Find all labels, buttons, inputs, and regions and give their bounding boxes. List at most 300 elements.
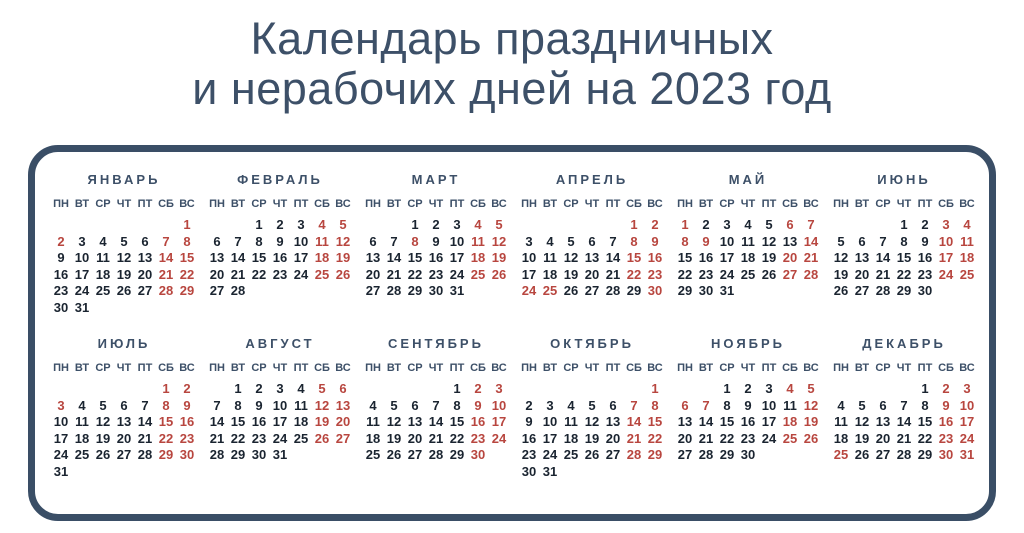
day-cell: 20 <box>677 430 693 446</box>
weekday-label: ПН <box>53 362 69 374</box>
day-cell: 11 <box>75 414 89 429</box>
day-cell-empty <box>114 381 135 398</box>
weekday-label: ВТ <box>74 198 90 210</box>
day-cell-empty <box>72 381 93 398</box>
day-cell: 12 <box>563 250 579 265</box>
day-cell-holiday: 10 <box>491 397 507 413</box>
month-block-ноябрь <box>673 328 823 464</box>
weekday-label: ЧТ <box>428 362 444 374</box>
day-cell: 24 <box>542 447 558 462</box>
day-cell-holiday: 29 <box>179 283 195 298</box>
day-cell: 8 <box>453 397 461 413</box>
day-cell-holiday: 19 <box>335 250 351 265</box>
day-cell-holiday: 16 <box>179 414 195 429</box>
day-grid <box>49 381 199 480</box>
weekday-label: СБ <box>314 362 330 374</box>
weekday-label: ПН <box>677 198 693 210</box>
day-cell: 22 <box>677 266 693 282</box>
weekday-header-row <box>205 198 355 210</box>
weekday-label: ВТ <box>698 362 714 374</box>
day-cell: 18 <box>542 266 558 282</box>
day-cell: 4 <box>567 397 575 413</box>
day-cell-empty <box>363 381 384 398</box>
weekday-label: СР <box>875 198 891 210</box>
day-cell-empty <box>624 381 645 398</box>
day-cell-holiday: 4 <box>474 217 482 232</box>
day-cell: 2 <box>276 217 284 232</box>
day-cell: 26 <box>563 283 579 298</box>
day-cell: 20 <box>209 266 225 282</box>
day-cell-empty <box>207 217 228 234</box>
day-cell: 23 <box>917 266 933 282</box>
weekday-header-row <box>205 362 355 374</box>
day-cell-holiday: 7 <box>162 233 170 249</box>
weekday-label: ВС <box>959 198 975 210</box>
day-cell-holiday: 15 <box>158 414 174 429</box>
day-cell-holiday: 17 <box>491 414 507 429</box>
day-cell-holiday: 8 <box>630 233 638 249</box>
day-cell: 20 <box>875 430 891 446</box>
day-cell-holiday: 26 <box>803 430 819 446</box>
day-cell: 16 <box>698 250 714 265</box>
day-cell: 11 <box>741 233 755 249</box>
day-cell-holiday: 12 <box>314 397 330 413</box>
day-grid <box>361 381 511 464</box>
day-cell-empty <box>72 217 93 234</box>
day-cell: 19 <box>584 430 600 446</box>
day-cell-holiday: 7 <box>630 397 638 413</box>
day-cell: 10 <box>449 233 465 249</box>
day-cell: 3 <box>276 381 284 396</box>
day-cell: 16 <box>428 250 444 265</box>
day-cell-empty <box>831 381 852 398</box>
day-cell: 26 <box>854 447 870 462</box>
day-cell-holiday: 10 <box>959 397 975 413</box>
day-cell: 6 <box>609 397 617 413</box>
day-cell: 3 <box>723 217 731 232</box>
day-cell-holiday: 24 <box>521 283 537 298</box>
day-cell: 19 <box>386 430 402 446</box>
day-cell: 4 <box>99 233 107 249</box>
day-cell-holiday: 17 <box>938 250 954 265</box>
day-cell: 13 <box>782 233 798 249</box>
day-cell: 12 <box>116 250 132 265</box>
day-cell: 1 <box>255 217 263 232</box>
day-cell-holiday: 18 <box>782 414 798 429</box>
day-cell-holiday: 5 <box>339 217 347 232</box>
day-cell: 5 <box>858 397 866 413</box>
day-cell: 20 <box>116 430 132 446</box>
day-cell-holiday: 1 <box>630 217 638 232</box>
weekday-label: СБ <box>626 362 642 374</box>
day-cell: 14 <box>896 414 912 429</box>
day-cell: 19 <box>563 266 579 282</box>
day-cell: 28 <box>209 447 225 462</box>
day-cell-empty <box>426 381 447 398</box>
day-cell-empty <box>114 217 135 234</box>
day-cell: 26 <box>386 447 402 462</box>
day-cell: 10 <box>74 250 90 265</box>
day-cell-holiday: 21 <box>803 250 819 265</box>
day-cell-holiday: 20 <box>335 414 351 429</box>
day-cell: 26 <box>761 266 777 282</box>
day-cell-holiday: 27 <box>782 266 798 282</box>
day-cell: 10 <box>293 233 309 249</box>
day-grid <box>49 217 199 316</box>
weekday-label: ПТ <box>137 362 153 374</box>
day-cell-empty <box>873 217 894 234</box>
day-cell-holiday: 15 <box>626 250 642 265</box>
page-title-line2: и нерабочих дней на 2023 год <box>192 63 832 115</box>
day-cell-holiday: 25 <box>833 447 849 462</box>
day-cell-holiday: 30 <box>179 447 195 462</box>
day-cell: 21 <box>209 430 225 446</box>
day-cell: 20 <box>407 430 423 446</box>
day-cell: 4 <box>744 217 752 232</box>
day-cell-empty <box>207 381 228 398</box>
day-cell-empty <box>582 381 603 398</box>
day-cell: 29 <box>449 447 465 462</box>
day-cell: 22 <box>719 430 735 446</box>
month-block-декабрь <box>829 328 979 464</box>
weekday-label: СБ <box>470 198 486 210</box>
weekday-label: ПТ <box>449 198 465 210</box>
day-cell: 23 <box>521 447 537 462</box>
day-cell: 7 <box>879 233 887 249</box>
day-cell: 2 <box>525 397 533 413</box>
day-cell-holiday: 28 <box>626 447 642 462</box>
day-cell-empty <box>675 381 696 398</box>
day-cell: 24 <box>449 266 465 282</box>
day-cell: 5 <box>567 233 575 249</box>
day-cell: 6 <box>120 397 128 413</box>
weekday-label: СБ <box>782 198 798 210</box>
day-cell: 6 <box>369 233 377 249</box>
day-cell: 18 <box>293 414 309 429</box>
weekday-label: ПТ <box>761 362 777 374</box>
weekday-label: СБ <box>470 362 486 374</box>
day-cell: 2 <box>744 381 752 396</box>
weekday-label: ПТ <box>293 198 309 210</box>
month-title: ФЕВРАЛЬ <box>237 172 323 187</box>
day-cell: 30 <box>53 299 69 315</box>
day-cell-holiday: 12 <box>803 397 819 413</box>
weekday-label: ЧТ <box>584 198 600 210</box>
day-grid <box>205 381 355 464</box>
day-cell: 19 <box>95 430 111 446</box>
weekday-label: ВС <box>491 362 507 374</box>
day-cell: 27 <box>137 283 153 298</box>
day-cell: 21 <box>896 430 912 446</box>
weekday-label: ПН <box>53 198 69 210</box>
day-cell-holiday: 5 <box>495 217 503 232</box>
day-cell-holiday: 29 <box>158 447 174 462</box>
day-cell-holiday: 18 <box>959 250 975 265</box>
day-cell: 4 <box>297 381 305 396</box>
day-cell: 21 <box>386 266 402 282</box>
day-cell-holiday: 1 <box>681 217 689 232</box>
day-cell: 17 <box>449 250 465 265</box>
day-cell: 25 <box>365 447 381 462</box>
day-cell-empty <box>696 381 717 398</box>
weekday-label: СР <box>563 198 579 210</box>
day-cell-holiday: 9 <box>942 397 950 413</box>
weekday-label: СБ <box>158 362 174 374</box>
day-cell: 6 <box>411 397 419 413</box>
day-cell: 15 <box>251 250 267 265</box>
day-cell-holiday: 20 <box>782 250 798 265</box>
weekday-label: ЧТ <box>116 362 132 374</box>
weekday-label: ВС <box>335 198 351 210</box>
day-cell: 9 <box>744 397 752 413</box>
weekday-label: СБ <box>938 362 954 374</box>
day-cell: 17 <box>542 430 558 446</box>
day-cell: 6 <box>879 397 887 413</box>
month-title: ДЕКАБРЬ <box>862 336 946 351</box>
day-cell-empty <box>603 381 624 398</box>
day-cell: 19 <box>116 266 132 282</box>
day-cell: 9 <box>432 233 440 249</box>
day-cell: 12 <box>386 414 402 429</box>
day-cell: 12 <box>833 250 849 265</box>
weekday-header-row <box>361 362 511 374</box>
day-cell-empty <box>582 217 603 234</box>
weekday-label: ПТ <box>605 362 621 374</box>
month-block-август <box>205 328 355 464</box>
day-cell-holiday: 5 <box>318 381 326 396</box>
day-cell: 9 <box>525 414 533 429</box>
day-cell: 11 <box>294 397 308 413</box>
weekday-label: СР <box>407 198 423 210</box>
day-cell: 12 <box>761 233 777 249</box>
month-title: АПРЕЛЬ <box>555 172 629 187</box>
day-cell: 18 <box>74 430 90 446</box>
day-grid <box>517 217 667 300</box>
day-cell: 11 <box>543 250 557 265</box>
day-cell: 31 <box>719 283 735 298</box>
day-cell-empty <box>831 217 852 234</box>
day-cell: 13 <box>137 250 153 265</box>
day-cell-holiday: 24 <box>959 430 975 446</box>
weekday-label: ВТ <box>542 362 558 374</box>
day-cell-holiday: 30 <box>470 447 486 462</box>
day-cell: 6 <box>588 233 596 249</box>
day-cell-holiday: 31 <box>959 447 975 462</box>
day-cell: 30 <box>251 447 267 462</box>
day-cell-holiday: 10 <box>938 233 954 249</box>
day-cell-holiday: 16 <box>470 414 486 429</box>
day-grid <box>673 217 823 300</box>
day-cell: 1 <box>900 217 908 232</box>
day-cell: 1 <box>453 381 461 396</box>
day-cell-holiday: 5 <box>807 381 815 396</box>
day-cell-holiday: 14 <box>803 233 819 249</box>
day-cell: 28 <box>428 447 444 462</box>
day-cell-holiday: 25 <box>782 430 798 446</box>
day-cell: 21 <box>698 430 714 446</box>
day-cell: 15 <box>407 250 423 265</box>
day-cell-holiday: 8 <box>411 233 419 249</box>
day-cell: 15 <box>719 414 735 429</box>
weekday-label: ПН <box>521 198 537 210</box>
weekday-label: ПН <box>209 198 225 210</box>
page-title <box>0 0 1024 115</box>
day-cell-holiday: 26 <box>491 266 507 282</box>
day-cell-holiday: 13 <box>335 397 351 413</box>
day-cell: 12 <box>95 414 111 429</box>
weekday-label: ВТ <box>854 198 870 210</box>
day-cell: 9 <box>255 397 263 413</box>
day-cell: 30 <box>740 447 756 462</box>
weekday-label: СР <box>95 362 111 374</box>
day-cell: 14 <box>137 414 153 429</box>
weekday-label: ВС <box>959 362 975 374</box>
day-cell-holiday: 22 <box>158 430 174 446</box>
day-cell: 3 <box>297 217 305 232</box>
day-cell: 15 <box>677 250 693 265</box>
day-cell: 13 <box>209 250 225 265</box>
day-cell-holiday: 22 <box>626 266 642 282</box>
day-cell: 14 <box>386 250 402 265</box>
weekday-label: ВС <box>803 198 819 210</box>
day-cell: 28 <box>896 447 912 462</box>
day-grid <box>829 381 979 464</box>
day-grid <box>361 217 511 300</box>
day-cell: 16 <box>251 414 267 429</box>
day-cell: 24 <box>272 430 288 446</box>
weekday-label: ВТ <box>230 362 246 374</box>
day-cell-holiday: 23 <box>470 430 486 446</box>
day-cell-holiday: 6 <box>786 217 794 232</box>
day-cell-empty <box>561 217 582 234</box>
weekday-label: ЧТ <box>896 198 912 210</box>
day-cell-empty <box>519 381 540 398</box>
day-cell: 29 <box>719 447 735 462</box>
weekday-label: ПТ <box>137 198 153 210</box>
day-cell: 12 <box>854 414 870 429</box>
day-cell-holiday: 21 <box>626 430 642 446</box>
day-cell-empty <box>384 381 405 398</box>
weekday-label: ЧТ <box>896 362 912 374</box>
day-cell: 17 <box>74 266 90 282</box>
day-cell: 24 <box>719 266 735 282</box>
day-cell-holiday: 1 <box>162 381 170 396</box>
day-cell-holiday: 8 <box>162 397 170 413</box>
day-cell-empty <box>852 381 873 398</box>
day-cell: 8 <box>234 397 242 413</box>
day-grid <box>205 217 355 300</box>
day-cell: 29 <box>626 283 642 298</box>
weekday-label: СР <box>251 362 267 374</box>
day-cell: 24 <box>293 266 309 282</box>
day-cell: 8 <box>921 397 929 413</box>
day-cell: 27 <box>116 447 132 462</box>
day-cell-holiday: 1 <box>651 381 659 396</box>
weekday-label: ПН <box>365 198 381 210</box>
day-cell: 23 <box>272 266 288 282</box>
day-cell-holiday: 19 <box>491 250 507 265</box>
day-cell-holiday: 22 <box>647 430 663 446</box>
month-title: ИЮНЬ <box>877 172 931 187</box>
day-cell-empty <box>894 381 915 398</box>
day-cell-holiday: 28 <box>803 266 819 282</box>
weekday-label: ВТ <box>386 198 402 210</box>
day-cell: 10 <box>719 233 735 249</box>
day-cell-holiday: 14 <box>158 250 174 265</box>
day-cell: 14 <box>230 250 246 265</box>
day-cell: 5 <box>588 397 596 413</box>
day-cell: 13 <box>854 250 870 265</box>
weekday-label: ПТ <box>605 198 621 210</box>
day-cell: 30 <box>428 283 444 298</box>
weekday-label: ВС <box>179 362 195 374</box>
day-cell: 3 <box>453 217 461 232</box>
day-cell-empty <box>540 381 561 398</box>
day-cell: 6 <box>141 233 149 249</box>
day-cell: 27 <box>875 447 891 462</box>
day-cell: 23 <box>698 266 714 282</box>
day-cell-holiday: 26 <box>335 266 351 282</box>
day-cell: 22 <box>896 266 912 282</box>
day-cell: 9 <box>57 250 65 265</box>
weekday-label: СР <box>251 198 267 210</box>
weekday-label: ВС <box>647 362 663 374</box>
day-cell-empty <box>540 217 561 234</box>
day-cell-holiday: 21 <box>158 266 174 282</box>
day-cell: 28 <box>875 283 891 298</box>
weekday-label: СБ <box>158 198 174 210</box>
weekday-label: ВТ <box>230 198 246 210</box>
day-cell: 2 <box>255 381 263 396</box>
day-cell-holiday: 25 <box>470 266 486 282</box>
day-cell: 23 <box>251 430 267 446</box>
weekday-header-row <box>49 362 199 374</box>
weekday-label: СБ <box>314 198 330 210</box>
day-cell: 23 <box>740 430 756 446</box>
day-cell-holiday: 4 <box>786 381 794 396</box>
day-cell: 15 <box>917 414 933 429</box>
day-cell: 21 <box>875 266 891 282</box>
weekday-label: ПТ <box>449 362 465 374</box>
day-cell-holiday: 14 <box>626 414 642 429</box>
weekday-label: ПН <box>365 362 381 374</box>
weekday-label: ЧТ <box>272 198 288 210</box>
weekday-header-row <box>517 198 667 210</box>
day-cell-holiday: 7 <box>807 217 815 232</box>
weekday-header-row <box>829 198 979 210</box>
day-cell: 27 <box>584 283 600 298</box>
day-cell: 13 <box>584 250 600 265</box>
weekday-label: СР <box>719 362 735 374</box>
day-cell: 6 <box>213 233 221 249</box>
weekday-label: ПТ <box>917 362 933 374</box>
day-cell: 5 <box>390 397 398 413</box>
day-cell: 26 <box>833 283 849 298</box>
month-title: НОЯБРЬ <box>710 336 786 351</box>
day-cell: 24 <box>74 283 90 298</box>
day-cell-holiday: 3 <box>942 217 950 232</box>
day-cell: 12 <box>584 414 600 429</box>
day-cell: 25 <box>293 430 309 446</box>
day-cell: 13 <box>875 414 891 429</box>
day-cell: 25 <box>74 447 90 462</box>
weekday-label: ПТ <box>293 362 309 374</box>
weekday-label: СР <box>719 198 735 210</box>
day-cell-holiday: 8 <box>651 397 659 413</box>
weekday-label: ВТ <box>698 198 714 210</box>
day-cell-holiday: 11 <box>960 233 974 249</box>
day-cell: 4 <box>369 397 377 413</box>
